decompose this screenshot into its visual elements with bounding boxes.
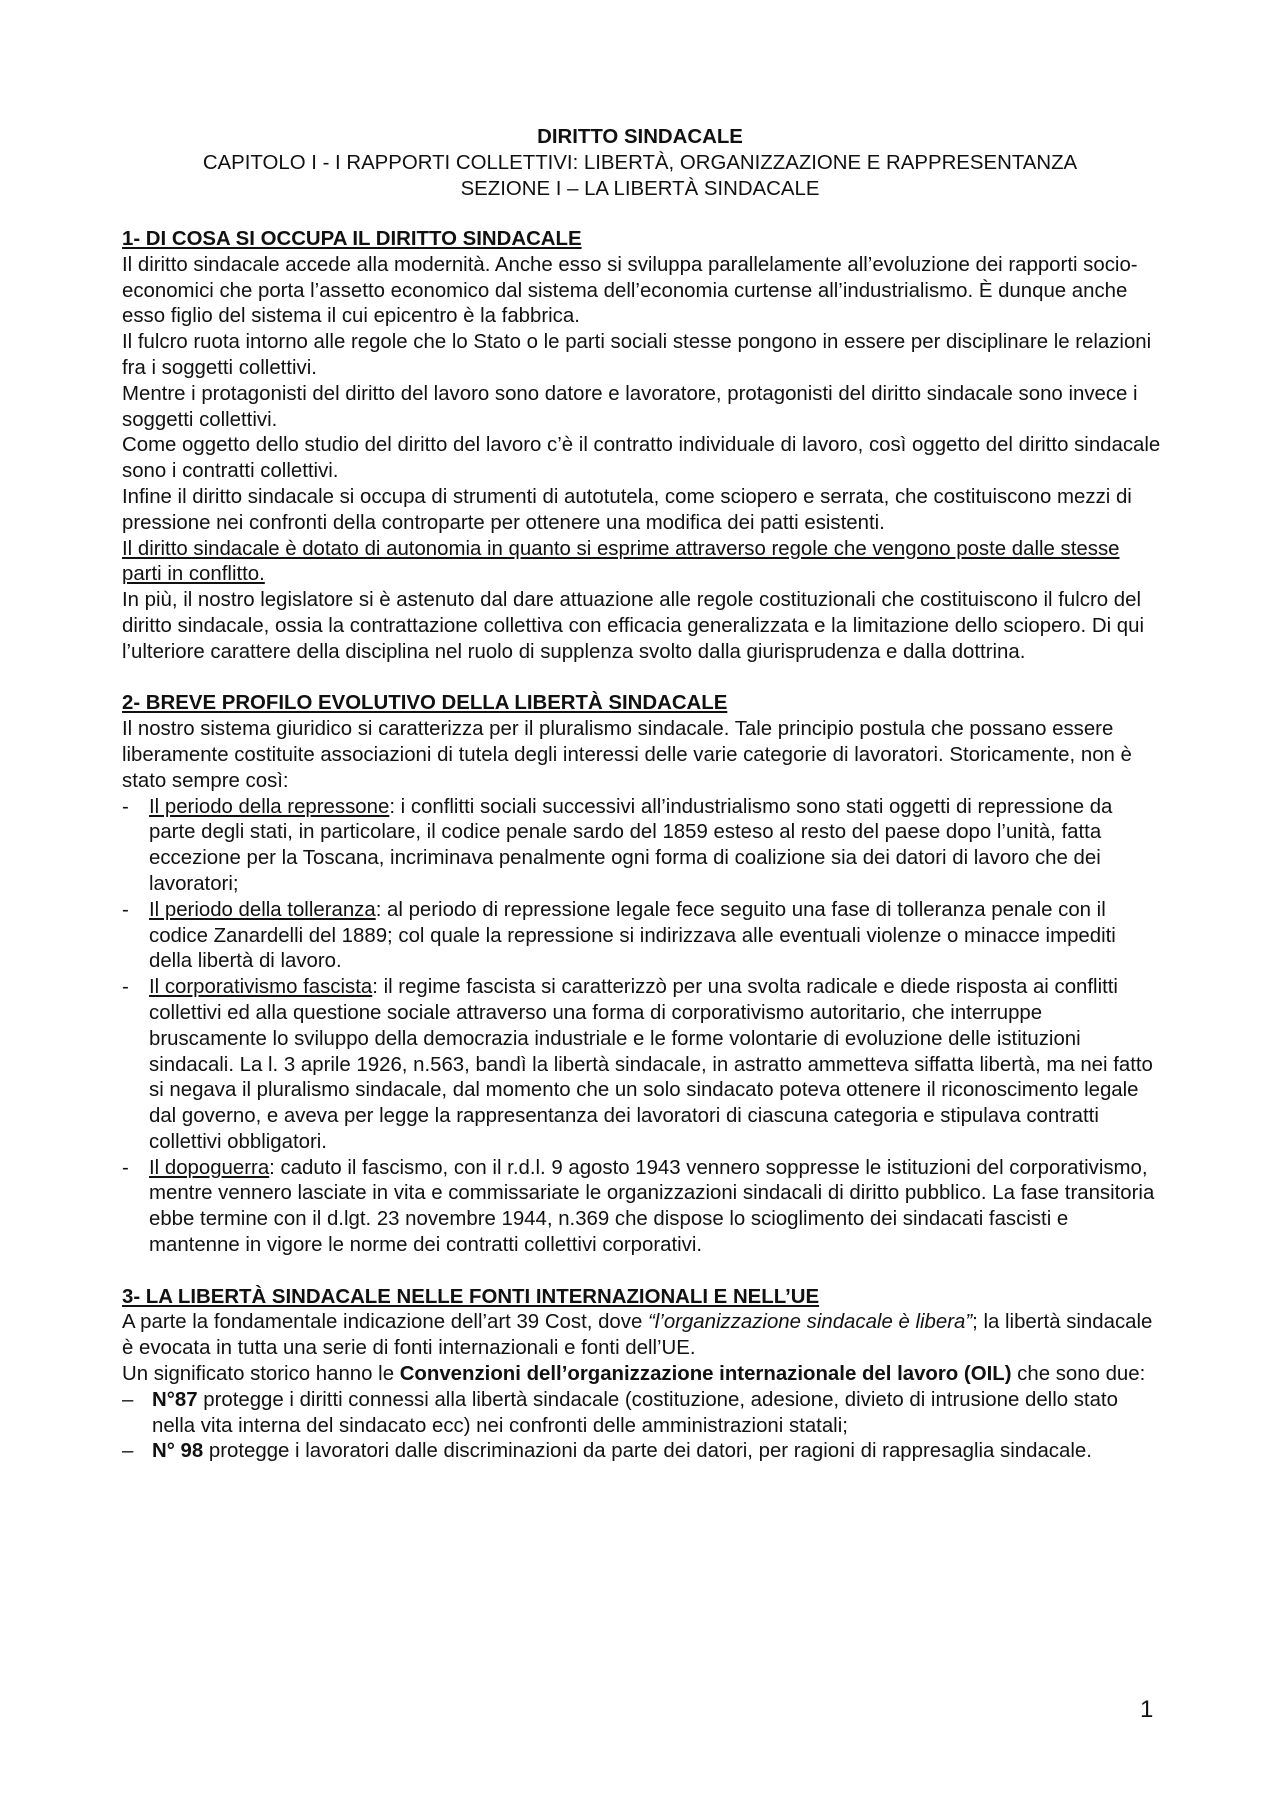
list-item-text: : il regime fascista si caratterizzò per una svolta radicale e diede risposta ai conflitti collettivi ed alla questione sociale attraverso una forma di corporativismo autoritario, che interruppe bruscamente lo sviluppo della democrazia industriale e le forme volontarie di evoluzione delle istituzioni sindacali. La l. 3 aprile 1926, n.563, bandì la libertà sindacale, in astratto ammetteva siffatta libertà, ma nei fatto si negava il pluralismo sindacale, dal momento che un solo sindacato poteva ottenere il riconoscimento legale dal governo, e aveva per legge la rappresentanza dei lavoratori di ciascuna categoria e stipulava contratti collettivi obbligatori. (149, 976, 1153, 1153)
document-header (0, 125, 1280, 202)
text-run: ; la libertà sindacale è evocata in tutta una serie di fonti internazionali e fonti dell’UE. (122, 1311, 1153, 1360)
text-run: A parte la fondamentale indicazione dell’art 39 Cost, dove (122, 1311, 648, 1334)
text-run: Un significato storico hanno le (122, 1363, 400, 1386)
paragraph: Il nostro sistema giuridico si caratterizza per il pluralismo sindacale. Tale principio postula che possano essere liberamente costituite associazioni di tutela degli interessi delle varie categorie di lavoratori. Storicamente, non è stato sempre così: (122, 718, 1132, 792)
dash-bullet: – (122, 1388, 134, 1411)
section-title: SEZIONE I – LA LIBERTÀ SINDACALE (460, 177, 820, 200)
list-item-text: : al periodo di repressione legale fece seguito una fase di tolleranza penale con il codice Zanardelli del 1889; col quale la repressione si indirizzava alle eventuali violenze o minacce impediti della libertà di lavoro. (149, 898, 1116, 973)
list-item (122, 795, 1162, 898)
list-item (122, 1439, 1162, 1465)
section-1 (122, 227, 1162, 666)
section-3-heading: 3- LA LIBERTÀ SINDACALE NELLE FONTI INTERNAZIONALI E NELL’UE (122, 1285, 820, 1308)
dash-bullet: - (122, 795, 129, 818)
list-item-title: Il corporativismo fascista (149, 976, 373, 999)
convention-number: N°87 (152, 1388, 198, 1411)
document-title: DIRITTO SINDACALE (537, 126, 743, 148)
list-item-title: Il dopoguerra (149, 1156, 270, 1179)
list-item (122, 1156, 1162, 1259)
chapter-title: CAPITOLO I - I RAPPORTI COLLETTIVI: LIBERTÀ, ORGANIZZAZIONE E RAPPRESENTANZA (202, 151, 1078, 174)
section-2 (122, 691, 1162, 1259)
paragraph (122, 1362, 1162, 1388)
list-item-title: Il periodo della repressone (149, 795, 390, 818)
page-number: 1 (1140, 1696, 1154, 1723)
list-item (122, 975, 1162, 1156)
dash-bullet: – (122, 1440, 134, 1463)
list-item (122, 898, 1162, 975)
section-1-heading: 1- DI COSA SI OCCUPA IL DIRITTO SINDACALE (122, 228, 582, 250)
paragraph: In più, il nostro legislatore si è astenuto dal dare attuazione alle regole costituzionali che costituiscono il fulcro del diritto sindacale, ossia la contrattazione collettiva con efficacia generalizzata e la limitazione dello sciopero. Di qui l’ulteriore carattere della disciplina nel ruolo di supplenza svolto dalla giurisprudenza e dalla dottrina. (122, 589, 1144, 663)
list-item-text: : i conflitti sociali successivi all’industrialismo sono stati oggetti di repressione da parte degli stati, in particolare, il codice penale sardo del 1859 esteso al resto del paese dopo l’unità, fatta eccezione per la Toscana, incriminava penalmente ogni forma di coalizione sia dei datori di lavoro che dei lavoratori; (149, 795, 1113, 895)
list-item-text: protegge i diritti connessi alla libertà sindacale (costituzione, adesione, divieto di intrusione dello stato nella vita interna del sindacato ecc) nei confronti delle amministrazioni statali; (152, 1388, 1118, 1437)
section-3 (122, 1285, 1162, 1466)
quote: “l’organizzazione sindacale è libera” (647, 1311, 973, 1334)
text-run: che sono due: (1011, 1363, 1146, 1386)
paragraph: Il fulcro ruota intorno alle regole che lo Stato o le parti sociali stesse pongono in essere per disciplinare le relazioni fra i soggetti collettivi. (122, 331, 1152, 379)
underlined-paragraph: Il diritto sindacale è dotato di autonomia in quanto si esprime attraverso regole che vengono poste dalle stesse parti in conflitto. (122, 537, 1120, 586)
paragraph (122, 1310, 1162, 1362)
paragraph: Infine il diritto sindacale si occupa di strumenti di autotutela, come sciopero e serrata, che costituiscono mezzi di pressione nei confronti della controparte per ottenere una modifica dei patti esistenti. (122, 485, 1132, 534)
list-item-text: : caduto il fascismo, con il r.d.l. 9 agosto 1943 vennero soppresse le istituzioni del corporativismo, mentre vennero lasciate in vita e commissariate le organizzazioni sindacali di diritto pubblico. La fase transitoria ebbe termine con il d.lgt. 23 novembre 1944, n.369 che dispose lo scioglimento dei sindacati fascisti e mantenne in vigore le norme dei contratti collettivi corporativi. (149, 1156, 1155, 1257)
list-item-title: Il periodo della tolleranza (149, 898, 376, 921)
paragraph: Mentre i protagonisti del diritto del lavoro sono datore e lavoratore, protagonisti del diritto sindacale sono invece i soggetti collettivi. (122, 382, 1138, 431)
paragraph: Il diritto sindacale accede alla modernità. Anche esso si sviluppa parallelamente all’evoluzione dei rapporti socio-economici che porta l’assetto economico dal sistema dell’economia curtense all’industrialismo. È dunque anche esso figlio del sistema il cui epicentro è la fabbrica. (122, 253, 1138, 328)
paragraph: Come oggetto dello studio del diritto del lavoro c’è il contratto individuale di lavoro, così oggetto del diritto sindacale sono i contratti collettivi. (122, 434, 1161, 483)
dash-bullet: - (122, 976, 129, 999)
dash-bullet: - (122, 898, 129, 921)
list-item-text: protegge i lavoratori dalle discriminazioni da parte dei datori, per ragioni di rappresaglia sindacale. (203, 1440, 1092, 1463)
document-body (122, 227, 1162, 1491)
convention-number: N° 98 (152, 1440, 204, 1463)
dash-bullet: - (122, 1156, 129, 1179)
section-2-heading: 2- BREVE PROFILO EVOLUTIVO DELLA LIBERTÀ SINDACALE (122, 692, 728, 715)
list-item (122, 1388, 1162, 1440)
bold-text: Convenzioni dell’organizzazione internazionale del lavoro (OIL) (399, 1363, 1012, 1386)
